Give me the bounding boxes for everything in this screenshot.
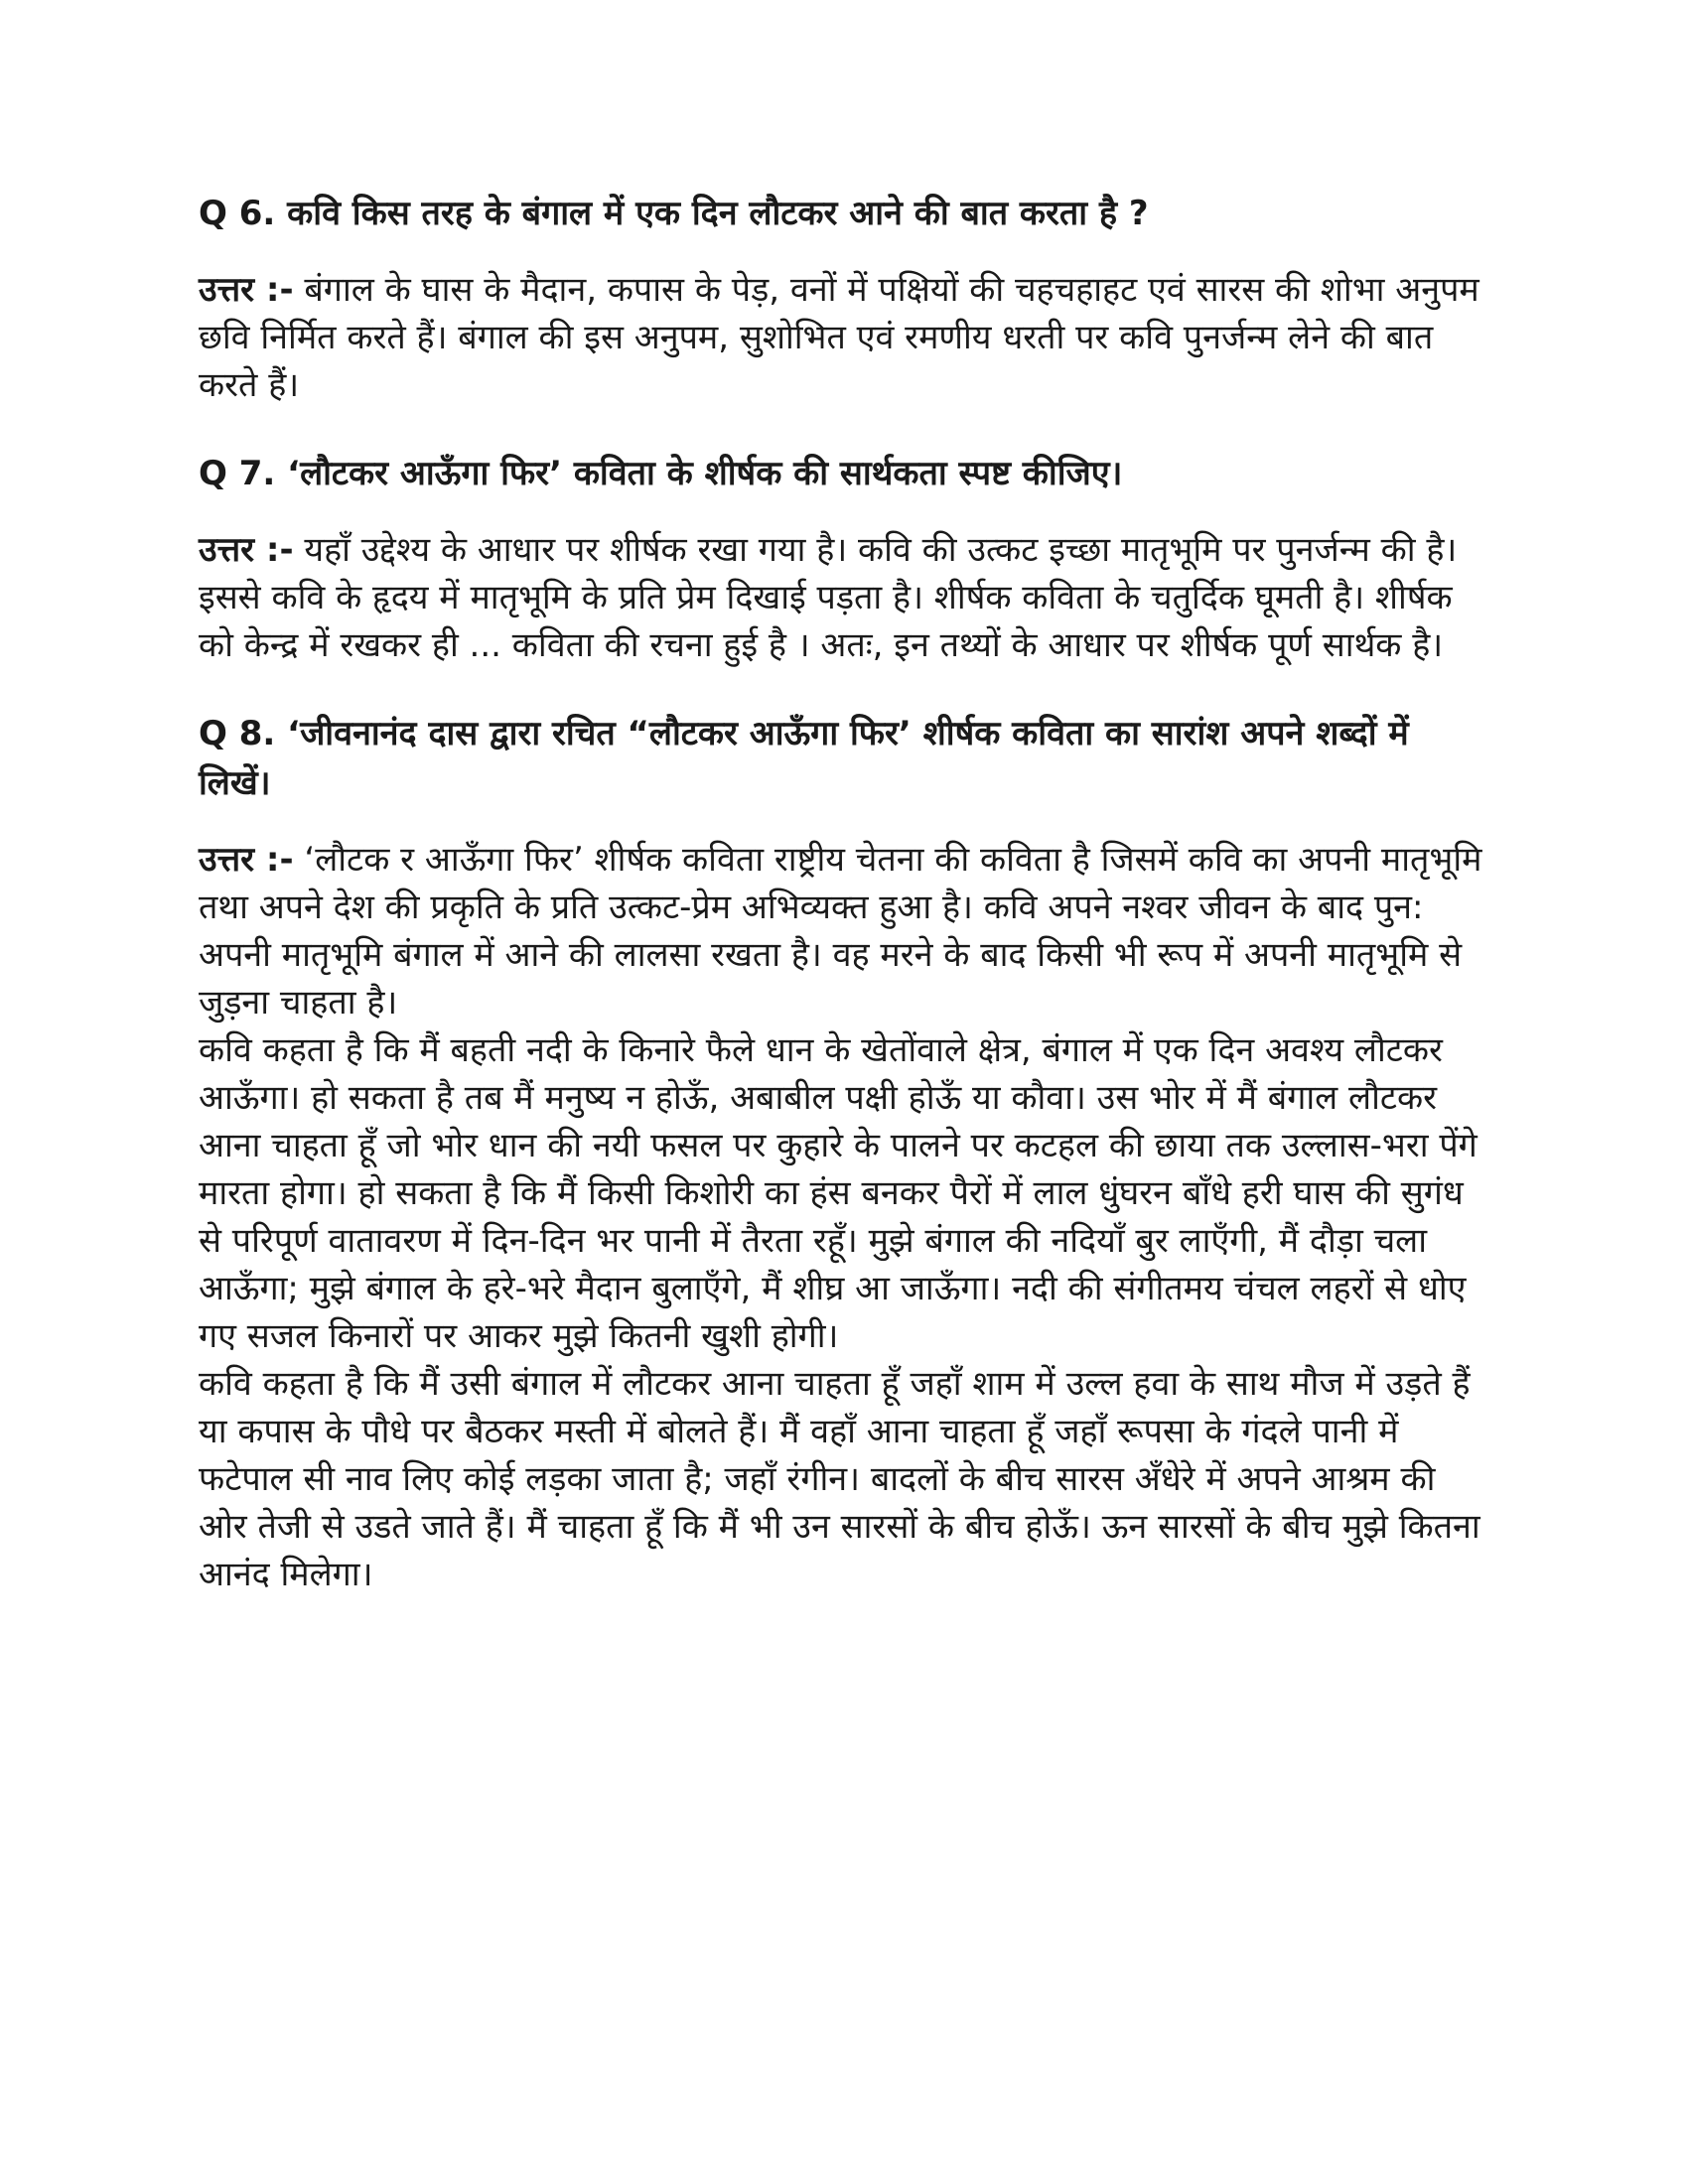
answer-paragraph: कवि कहता है कि मैं उसी बंगाल में लौटकर आना चाहता हूँ जहाँ शाम में उल्ल हवा के साथ मौज में उड़ते हैं या कपास के पौधे पर बैठकर मस्ती में बोलते हैं। मैं वहाँ आना चाहता हूँ जहाँ रूपसा के गंदले पानी में फटेपाल सी नाव लिए कोई लड़का जाता है; जहाँ रंगीन। बादलों के बीच सारस अँधेरे में अपने आश्रम की ओर तेजी से उडते जाते हैं। मैं चाहता हूँ कि मैं भी उन सारसों के बीच होऊँ। ऊन सारसों के बीच मुझे कितना आनंद मिलेगा।: [199, 1364, 1480, 1594]
document-page: [199, 189, 1489, 1638]
answer-label: उत्तर :-: [199, 530, 294, 570]
answer-q7: [199, 526, 1489, 669]
answer-paragraph: [199, 836, 1489, 1026]
answer-text: बंगाल के घास के मैदान, कपास के पेड़, वनों में पक्षियों की चहचहाहट एवं सारस की शोभा अनुपम छवि निर्मित करते हैं। बंगाल की इस अनुपम, सुशोभित एवं रमणीय धरती पर कवि पुनर्जन्म लेने की बात करते हैं।: [199, 270, 1479, 405]
question-q8: Q 8. ‘जीवनानंद दास द्वारा रचित “लौटकर आऊँगा फिर’ शीर्षक कविता का सारांश अपने शब्दों में लिखें।: [199, 714, 1409, 803]
question-q6: Q 6. कवि किस तरह के बंगाल में एक दिन लौटकर आने की बात करता है ?: [199, 194, 1149, 233]
answer-paragraph: कवि कहता है कि मैं बहती नदी के किनारे फैले धान के खेतोंवाले क्षेत्र, बंगाल में एक दिन अवश्य लौटकर आऊँगा। हो सकता है तब मैं मनुष्य न होऊँ, अबाबील पक्षी होऊँ या कौवा। उस भोर में मैं बंगाल लौटकर आना चाहता हूँ जो भोर धान की नयी फसल पर कुहारे के पालने पर कटहल की छाया तक उल्लास-भरा पेंगे मारता होगा। हो सकता है कि मैं किसी किशोरी का हंस बनकर पैरों में लाल धुंघरन बाँधे हरी घास की सुगंध से परिपूर्ण वातावरण में दिन-दिन भर पानी में तैरता रहूँ। मुझे बंगाल की नदियाँ बुर लाएँगी, मैं दौड़ा चला आऊँगा; मुझे बंगाल के हरे-भरे मैदान बुलाएँगे, मैं शीघ्र आ जाऊँगा। नदी की संगीतमय चंचल लहरों से धोए गए सजल किनारों पर आकर मुझे कितनी खुशी होगी।: [199, 1030, 1477, 1356]
answer-q6: [199, 266, 1489, 409]
qa-block-q6: [199, 189, 1489, 409]
answer-label: उत्तर :-: [199, 840, 294, 880]
answer-text: ‘लौटक र आऊँगा फिर’ शीर्षक कविता राष्ट्रीय चेतना की कविता है जिसमें कवि का अपनी मातृभूमि तथा अपने देश की प्रकृति के प्रति उत्कट-प्रेम अभिव्यक्त हुआ है। कवि अपने नश्वर जीवन के बाद पुन: अपनी मातृभूमि बंगाल में आने की लालसा रखता है। वह मरने के बाद किसी भी रूप में अपनी मातृभूमि से जुड़ना चाहता है।: [199, 840, 1482, 1023]
answer-q8: [199, 836, 1489, 1598]
qa-block-q7: [199, 449, 1489, 669]
question-q7: Q 7. ‘लौटकर आऊँगा फिर’ कविता के शीर्षक की सार्थकता स्पष्ट कीजिए।: [199, 454, 1123, 493]
answer-label: उत्तर :-: [199, 270, 294, 310]
answer-paragraph: [199, 526, 1489, 669]
answer-paragraph: [199, 266, 1489, 409]
qa-block-q8: [199, 709, 1489, 1598]
answer-text: यहाँ उद्देश्य के आधार पर शीर्षक रखा गया है। कवि की उत्कट इच्छा मातृभूमि पर पुनर्जन्म की है। इससे कवि के हृदय में मातृभूमि के प्रति प्रेम दिखाई पड़ता है। शीर्षक कविता के चतुर्दिक घूमती है। शीर्षक को केन्द्र में रखकर ही ... कविता की रचना हुई है । अतः, इन तथ्यों के आधार पर शीर्षक पूर्ण सार्थक है।: [199, 530, 1458, 665]
